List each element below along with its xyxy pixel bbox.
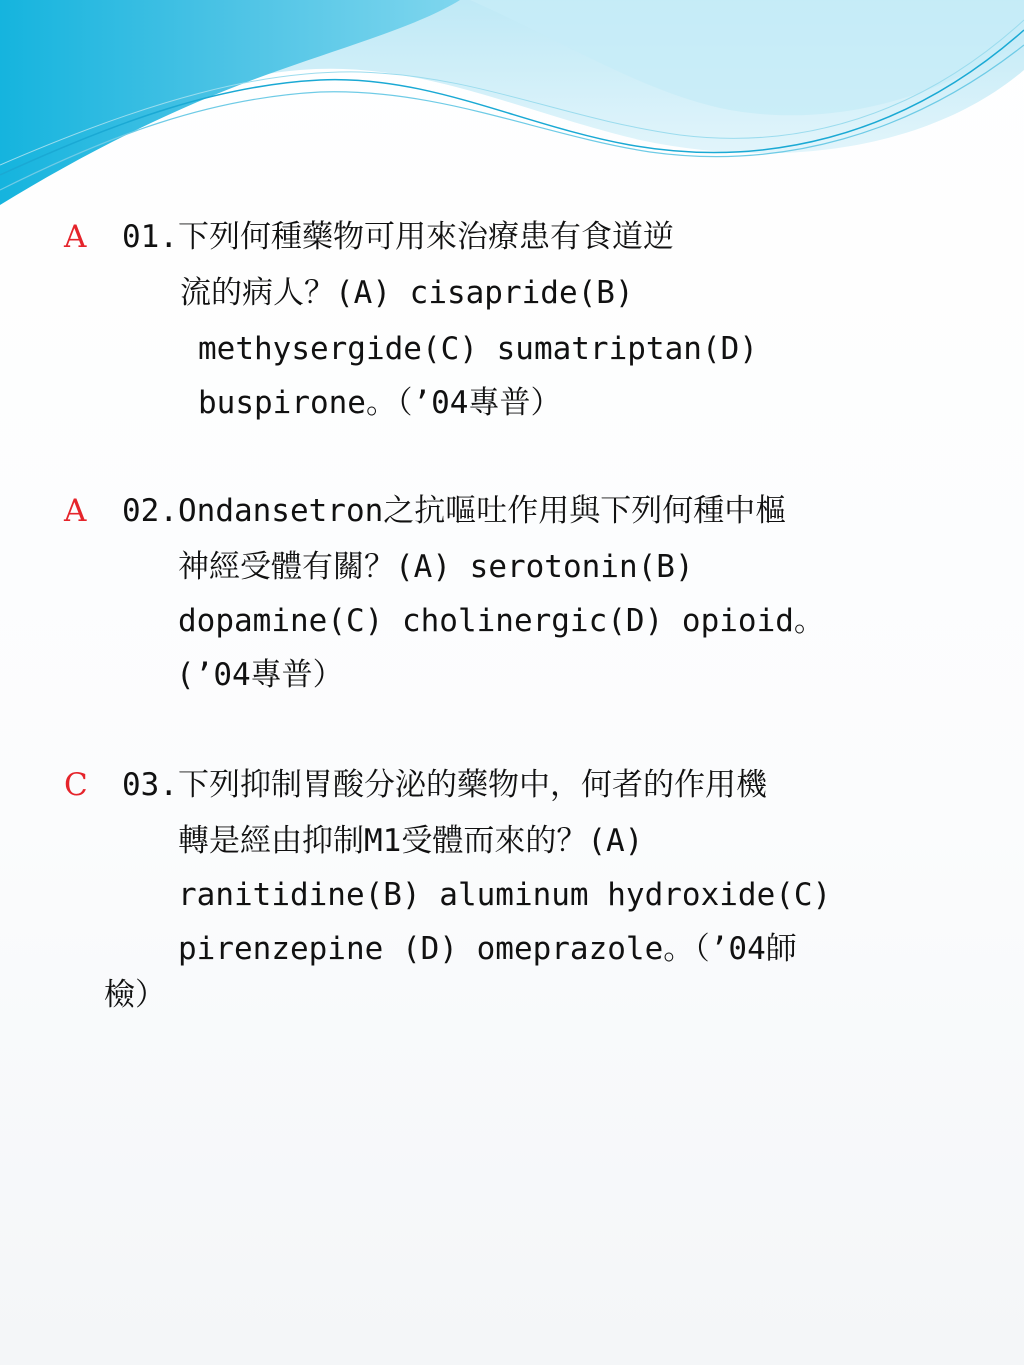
question-text-line: methysergide(C) sumatriptan(D) — [198, 331, 758, 367]
question-text-line: ranitidine(B) aluminum hydroxide(C) — [178, 877, 832, 913]
answer-label: A — [64, 493, 87, 529]
answer-label: A — [64, 219, 87, 255]
wave-dark-band — [0, 0, 460, 205]
question-text-line: 02.Ondansetron之抗嘔吐作用與下列何種中樞 — [122, 493, 787, 529]
question-text-line: 流的病人？(A) cisapride(B) — [180, 275, 634, 311]
question-text-line: 神經受體有關？(A) serotonin(B) — [178, 549, 694, 585]
answer-label: C — [64, 767, 88, 803]
question-text-line: 03.下列抑制胃酸分泌的藥物中，何者的作用機 — [122, 767, 767, 803]
question-text-line: 轉是經由抑制M1受體而來的？(A) — [178, 823, 644, 859]
question-text-line: 01.下列何種藥物可用來治療患有食道逆 — [122, 219, 674, 255]
question-text-line: 檢） — [104, 977, 166, 1013]
question-text-line: dopamine(C) cholinergic(D) opioid。 — [178, 603, 825, 639]
question-text-line: pirenzepine (D) omeprazole。（’04師 — [178, 931, 797, 967]
question-text-line: (’04專普） — [176, 657, 344, 693]
question-text-line: buspirone。（’04專普） — [198, 385, 562, 421]
